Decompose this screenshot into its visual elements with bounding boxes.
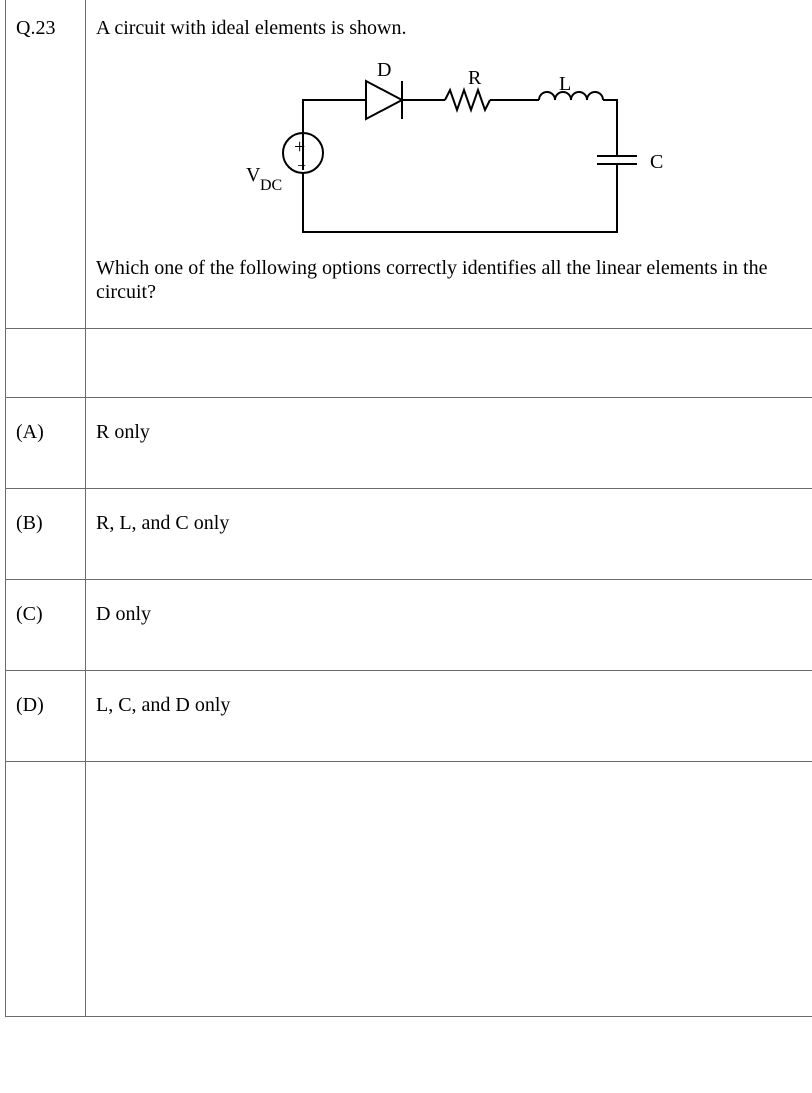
diode-symbol (366, 81, 402, 119)
bottom-blank-cell-right (86, 761, 812, 1016)
source-plus-label: + (294, 136, 306, 158)
circuit-svg (96, 40, 796, 256)
wire-left-bottom (303, 164, 617, 232)
option-row-c[interactable] (6, 579, 812, 670)
capacitor-label: C (650, 151, 664, 173)
question-row (6, 0, 812, 328)
diode-label: D (377, 59, 392, 81)
option-row-d[interactable] (6, 670, 812, 761)
option-row-a[interactable] (6, 397, 812, 488)
option-text[interactable]: R only (86, 397, 812, 488)
inductor-label: L (559, 73, 572, 95)
resistor-label: R (468, 67, 482, 89)
option-row-b[interactable] (6, 488, 812, 579)
blank-row (6, 328, 812, 397)
question-body-cell (86, 0, 812, 328)
circuit-diagram (96, 40, 806, 256)
bottom-blank-row (6, 761, 812, 1016)
question-number: Q.23 (16, 17, 56, 39)
resistor-symbol (445, 90, 490, 110)
blank-cell-left (6, 328, 86, 397)
question-number-cell (6, 0, 86, 328)
question-prompt: Which one of the following options correctly identifies all the linear elements in the circuit? (96, 257, 768, 303)
wire-right-top (603, 100, 617, 156)
source-label: V (246, 164, 261, 186)
option-text[interactable]: R, L, and C only (86, 488, 812, 579)
option-text[interactable]: D only (86, 579, 812, 670)
question-stem: A circuit with ideal elements is shown. (96, 17, 407, 39)
source-sub-label: DC (260, 177, 283, 194)
option-text[interactable]: L, C, and D only (86, 670, 812, 761)
source-minus-label: − (297, 158, 307, 175)
option-key: (A) (6, 397, 86, 488)
option-key: (B) (6, 488, 86, 579)
option-key: (C) (6, 579, 86, 670)
bottom-blank-cell-left (6, 761, 86, 1016)
blank-cell-right (86, 328, 812, 397)
question-table (5, 0, 812, 1017)
option-key: (D) (6, 670, 86, 761)
